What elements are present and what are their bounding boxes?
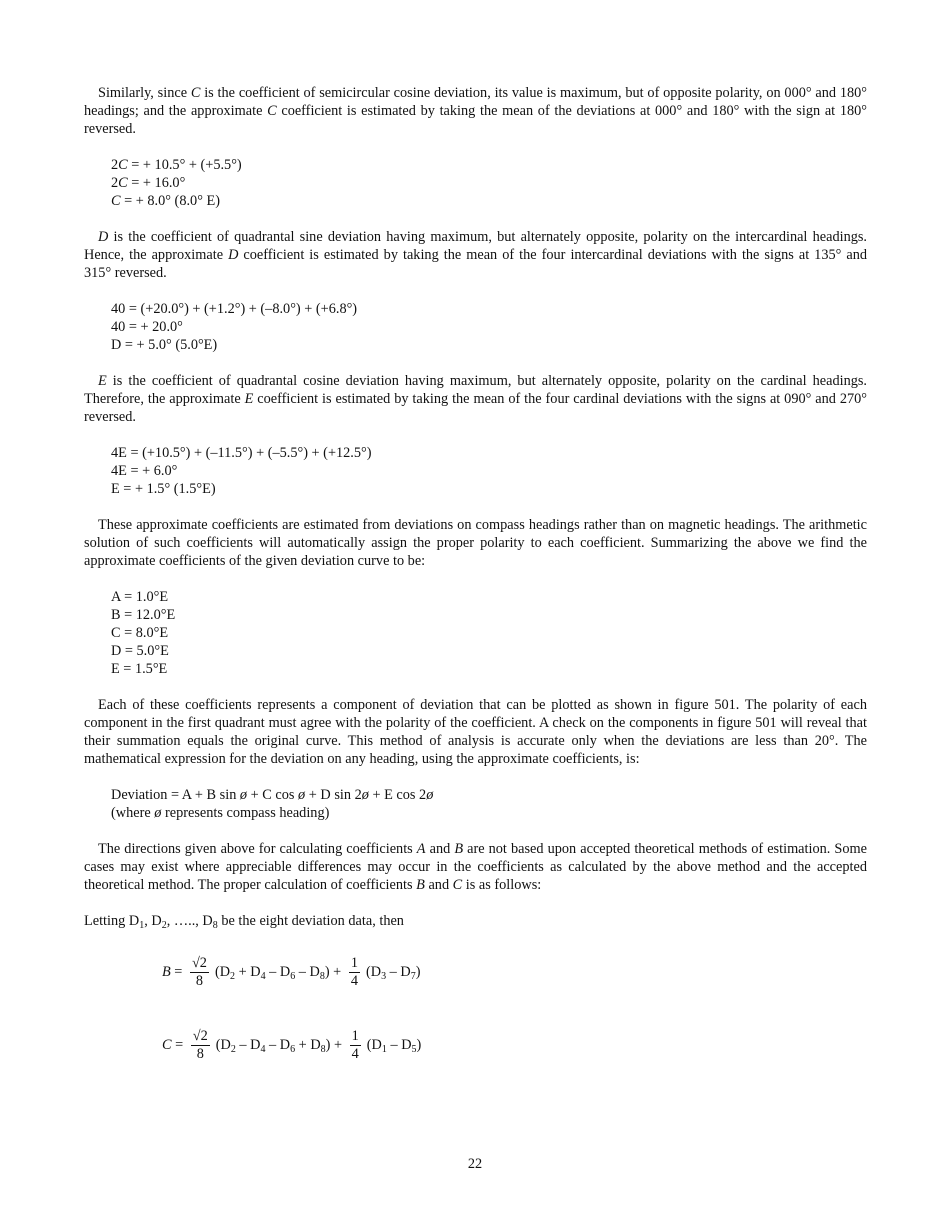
paragraph-summary: These approximate coefficients are estimated from deviations on compass headings rather than on magnetic headings. The arithmetic solution of such coefficients will automatically assign the proper polarity to each coefficient. Summarizing the above we find the approximate coefficients of the given deviation curve to be: [84, 517, 867, 569]
coefficient-item: C = 8.0°E [111, 625, 169, 641]
equation-line: D = + 5.0° (5.0°E) [111, 337, 218, 353]
equations-e [111, 444, 867, 498]
deviation-expression [111, 786, 867, 822]
equation-line: 2C = + 16.0° [111, 175, 186, 191]
text: is the coefficient of semicircular cosine deviation, its value is maximum, but of opposite polarity, on 000° and 180° headings; and the approximate [84, 85, 867, 119]
paragraph-coefficient-c [84, 84, 867, 138]
coefficient-item: A = 1.0°E [111, 589, 169, 605]
text: coefficient is estimated by taking the mean of the deviations at 000° and 180° with the sign at 180° reversed. [84, 103, 867, 137]
symbol: C [190, 85, 201, 101]
fraction-sqrt2-over-8: $\frac{√2}{8}$ [192, 1028, 208, 1062]
coefficient-item: B = 12.0°E [111, 607, 176, 623]
equations-d [111, 300, 867, 354]
equation-line: C = + 8.0° (8.0° E) [111, 193, 220, 209]
equation-line: 2C = + 10.5° + (+5.5°) [111, 157, 242, 173]
coefficient-list [111, 588, 867, 678]
paragraph-components: Each of these coefficients represents a component of deviation that can be plotted as shown in figure 501. The polarity of each component in the first quadrant must agree with the polarity of the coefficient. A check on the components in figure 501 will reveal that their summation equals the original curve. This method of analysis is accurate only when the deviations are less than 20°. The mathematical expression for the deviation on any heading, using the approximate coefficients, is: [84, 697, 867, 767]
paragraph-coefficient-e: E is the coefficient of quadrantal cosine deviation having maximum, but alternately opposite, polarity on the cardinal headings. Therefore, the approximate E coefficient is estimated by taking the mean of the four cardinal deviations with the signs at 090° and 270° reversed. [84, 373, 867, 425]
deviation-note: (where ø represents compass heading) [111, 805, 330, 821]
fraction-1-over-4: $\frac{1}{4}$ [351, 1028, 359, 1062]
paragraph-coefficient-d: D is the coefficient of quadrantal sine deviation having maximum, but alternately opposite, polarity on the intercardinal headings. Hence, the approximate D coefficient is estimated by taking the mean of the four intercardinal deviations with the signs at 135° and 315° reversed. [84, 229, 868, 281]
fraction-1-over-4: $\frac{1}{4}$ [350, 955, 358, 989]
equation-line: E = + 1.5° (1.5°E) [111, 481, 216, 497]
paragraph-letting: Letting $D_1$, $D_2$, ….., $D_8$ be the eight deviation data, then [84, 913, 404, 931]
equation-line: 40 = (+20.0°) + (+1.2°) + (–8.0°) + (+6.8°) [111, 301, 358, 317]
text: Similarly, since [98, 85, 191, 101]
equation-line: 40 = + 20.0° [111, 319, 183, 335]
paragraph-directions: The directions given above for calculating coefficients A and B are not based upon accepted theoretical methods of estimation. Some cases may exist where appreciable differences may occur in the coefficients as calculated by the above method and the accepted theoretical method. The proper calculation of coefficients B and C is as follows: [84, 841, 867, 893]
equation-line: 4E = + 6.0° [111, 463, 178, 479]
formula-b: B = $\frac{√2}{8}$ $(D_2 + D_4 - D_6 - D_8)$ + $\frac{1}{4}$ $(D_3 - D_7)$ [162, 955, 421, 989]
equation-line: 4E = (+10.5°) + (–11.5°) + (–5.5°) + (+12.5°) [111, 445, 372, 461]
coefficient-item: D = 5.0°E [111, 643, 169, 659]
symbol: C [267, 103, 277, 119]
deviation-equation: Deviation = A + B sin ø + C cos ø + D sin 2ø + E cos 2ø [111, 787, 434, 803]
formula-c: C = $\frac{√2}{8}$ $(D_2 - D_4 - D_6 + D_8)$ + $\frac{1}{4}$ $(D_1 - D_5)$ [162, 1028, 422, 1062]
page-body [84, 84, 867, 930]
coefficient-item: E = 1.5°E [111, 661, 168, 677]
equations-c [111, 156, 867, 210]
fraction-sqrt2-over-8: $\frac{√2}{8}$ [191, 955, 207, 989]
page-number: 22 [467, 1156, 483, 1172]
